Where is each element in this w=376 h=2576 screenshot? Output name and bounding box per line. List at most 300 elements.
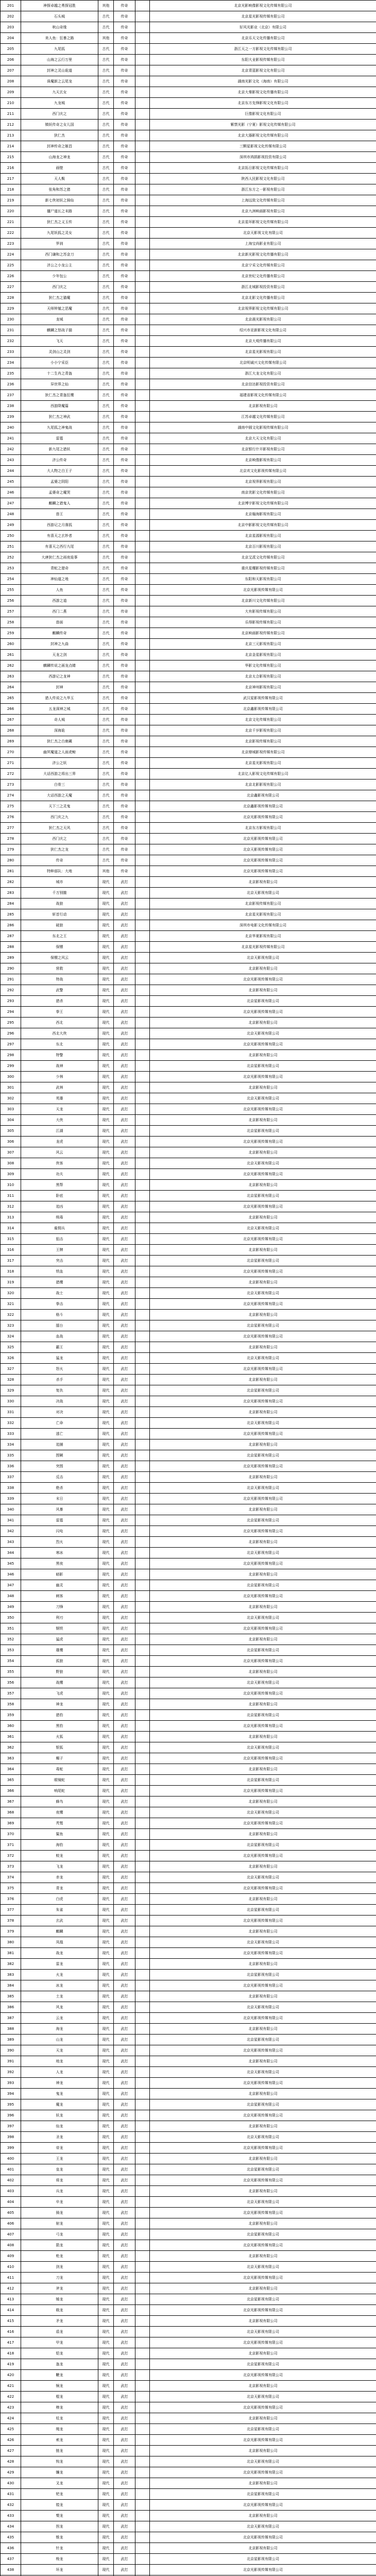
era-cell: 现代 <box>98 2175 114 2186</box>
row-index-cell: 357 <box>1 1688 21 1699</box>
table-row <box>1 2121 376 2132</box>
count-cell <box>135 2283 150 2294</box>
row-index-cell: 410 <box>1 2262 21 2273</box>
genre-cell: 武打 <box>114 1558 135 1569</box>
table-row <box>1 1937 376 1948</box>
row-index-cell: 301 <box>1 1082 21 1093</box>
era-cell: 古代 <box>98 574 114 585</box>
table-row <box>1 2413 376 2424</box>
genre-cell: 武打 <box>114 888 135 899</box>
title-cell: 秋山奇缘 <box>21 22 98 33</box>
row-index-cell: 333 <box>1 1429 21 1439</box>
genre-cell: 传奇 <box>114 531 135 541</box>
row-index-cell: 243 <box>1 455 21 466</box>
table-row <box>1 1699 376 1710</box>
company-cell: 大有影视传媒有限公司 <box>150 606 376 617</box>
genre-cell: 武打 <box>114 1991 135 2002</box>
row-index-cell: 232 <box>1 336 21 347</box>
genre-cell: 传奇 <box>114 834 135 844</box>
table-row <box>1 314 376 325</box>
row-index-cell: 386 <box>1 2002 21 2013</box>
genre-cell: 武打 <box>114 2316 135 2327</box>
count-cell <box>135 1526 150 1537</box>
era-cell: 古代 <box>98 336 114 347</box>
company-cell: 浙江东方之一影视有限公司 <box>150 184 376 195</box>
title-cell: 仙龙 <box>21 2121 98 2132</box>
genre-cell: 传奇 <box>114 606 135 617</box>
table-row <box>1 1147 376 1158</box>
genre-cell: 武打 <box>114 1883 135 1894</box>
count-cell <box>135 790 150 801</box>
table-row <box>1 844 376 855</box>
era-cell: 现代 <box>98 1991 114 2002</box>
company-cell: 北京天影视有限公司 <box>150 2132 376 2143</box>
era-cell: 现代 <box>98 2327 114 2337</box>
genre-cell: 传奇 <box>114 520 135 531</box>
count-cell <box>135 2164 150 2175</box>
row-index-cell: 350 <box>1 1613 21 1623</box>
company-cell: 北京影视有限公司 <box>150 2251 376 2262</box>
title-cell: 济公之妖 <box>21 758 98 769</box>
title-cell: 对决 <box>21 1407 98 1418</box>
era-cell: 古代 <box>98 98 114 109</box>
table-row <box>1 931 376 942</box>
company-cell: 北京星影视有限公司 <box>150 2164 376 2175</box>
table-row <box>1 1775 376 1786</box>
count-cell <box>135 725 150 736</box>
genre-cell: 武打 <box>114 2164 135 2175</box>
era-cell: 现代 <box>98 1093 114 1104</box>
title-cell: 矛龙 <box>21 2316 98 2327</box>
genre-cell: 武打 <box>114 1234 135 1245</box>
count-cell <box>135 1558 150 1569</box>
genre-cell: 武打 <box>114 2078 135 2089</box>
count-cell <box>135 974 150 985</box>
company-cell: 北京光影视传媒有限公司 <box>150 1039 376 1050</box>
row-index-cell: 369 <box>1 1818 21 1829</box>
title-cell: 武林 <box>21 1082 98 1093</box>
count-cell <box>135 1937 150 1948</box>
row-index-cell: 370 <box>1 1829 21 1840</box>
company-cell: 北京星影视有限公司 <box>150 1126 376 1137</box>
title-cell: 王龙 <box>21 2154 98 2164</box>
table-row <box>1 1537 376 1548</box>
genre-cell: 传奇 <box>114 11 135 22</box>
era-cell: 现代 <box>98 1418 114 1429</box>
company-cell: 北京光影视传媒有限公司 <box>150 1201 376 1212</box>
table-row <box>1 2456 376 2467</box>
count-cell <box>135 660 150 671</box>
title-cell: 九天玄女 <box>21 87 98 98</box>
title-cell: 毒蛇 <box>21 1764 98 1775</box>
genre-cell: 武打 <box>114 1548 135 1558</box>
title-cell: 黑豹 <box>21 1721 98 1732</box>
genre-cell: 传奇 <box>114 401 135 412</box>
title-cell: 铁血 <box>21 1266 98 1277</box>
title-cell: 雷霆 <box>21 433 98 444</box>
genre-cell: 武打 <box>114 1126 135 1137</box>
era-cell: 古代 <box>98 628 114 639</box>
genre-cell: 武打 <box>114 1504 135 1515</box>
title-cell: 山龙 <box>21 2035 98 2045</box>
table-row <box>1 2099 376 2110</box>
count-cell <box>135 477 150 487</box>
genre-cell: 传奇 <box>114 98 135 109</box>
genre-cell: 武打 <box>114 2511 135 2521</box>
count-cell <box>135 1580 150 1591</box>
count-cell <box>135 942 150 953</box>
count-cell <box>135 1872 150 1883</box>
title-cell: 末日 <box>21 1494 98 1504</box>
genre-cell: 武打 <box>114 1450 135 1461</box>
title-cell: 风龙 <box>21 2002 98 2013</box>
table-row <box>1 1916 376 1926</box>
title-cell: 眼镜蛇 <box>21 1775 98 1786</box>
row-index-cell: 383 <box>1 1970 21 1980</box>
count-cell <box>135 1861 150 1872</box>
row-index-cell: 341 <box>1 1515 21 1526</box>
genre-cell: 传奇 <box>114 725 135 736</box>
row-index-cell: 332 <box>1 1418 21 1429</box>
genre-cell: 武打 <box>114 1288 135 1299</box>
genre-cell: 武打 <box>114 1764 135 1775</box>
era-cell: 其他 <box>98 33 114 44</box>
era-cell: 现代 <box>98 1504 114 1515</box>
count-cell <box>135 2045 150 2056</box>
table-row <box>1 1515 376 1526</box>
era-cell: 现代 <box>98 1807 114 1818</box>
company-cell: 北京光影视传媒有限公司 <box>150 2435 376 2446</box>
row-index-cell: 281 <box>1 866 21 877</box>
genre-cell: 武打 <box>114 1937 135 1948</box>
count-cell <box>135 1353 150 1364</box>
table-row <box>1 2337 376 2348</box>
era-cell: 现代 <box>98 1342 114 1353</box>
title-cell: 绳龙 <box>21 2424 98 2435</box>
company-cell: 北京艾派文化传媒有限公司 <box>150 552 376 563</box>
company-cell: 北京影视有限公司 <box>150 1732 376 1742</box>
era-cell: 古代 <box>98 130 114 141</box>
era-cell: 现代 <box>98 2456 114 2467</box>
count-cell <box>135 401 150 412</box>
title-cell: 兵龙 <box>21 2186 98 2197</box>
row-index-cell: 299 <box>1 1061 21 1072</box>
era-cell: 现代 <box>98 1656 114 1667</box>
era-cell: 古代 <box>98 585 114 596</box>
title-cell: 圣龙 <box>21 2132 98 2143</box>
era-cell: 现代 <box>98 1310 114 1320</box>
company-cell: 北京光影视传媒有限公司 <box>150 1104 376 1115</box>
count-cell <box>135 585 150 596</box>
table-row <box>1 336 376 347</box>
row-index-cell: 234 <box>1 358 21 368</box>
table-row <box>1 2424 376 2435</box>
title-cell: 九龙城 <box>21 98 98 109</box>
title-cell: 飞天 <box>21 336 98 347</box>
count-cell <box>135 552 150 563</box>
count-cell <box>135 2067 150 2078</box>
company-cell: 湖南中圆文化影视传媒有限公司 <box>150 422 376 433</box>
table-row <box>1 1656 376 1667</box>
count-cell <box>135 1342 150 1353</box>
era-cell: 古代 <box>98 120 114 130</box>
genre-cell: 传奇 <box>114 65 135 76</box>
table-row <box>1 2024 376 2035</box>
table-row <box>1 2348 376 2359</box>
row-index-cell: 349 <box>1 1602 21 1613</box>
count-cell <box>135 1926 150 1937</box>
count-cell <box>135 2511 150 2521</box>
genre-cell: 武打 <box>114 1180 135 1191</box>
row-index-cell: 271 <box>1 758 21 769</box>
era-cell: 古代 <box>98 174 114 184</box>
count-cell <box>135 671 150 682</box>
company-cell: 北京光影视传媒有限公司 <box>150 1331 376 1342</box>
title-cell: 大话西游之天魔 <box>21 790 98 801</box>
era-cell: 古代 <box>98 487 114 498</box>
genre-cell: 武打 <box>114 1667 135 1677</box>
era-cell: 现代 <box>98 1537 114 1548</box>
row-index-cell: 229 <box>1 303 21 314</box>
era-cell: 古代 <box>98 65 114 76</box>
company-cell: 北京影视有限公司 <box>150 2154 376 2164</box>
table-row <box>1 1667 376 1677</box>
genre-cell: 武打 <box>114 2381 135 2392</box>
company-cell: 北京天影视传媒有限公司 <box>150 844 376 855</box>
table-row <box>1 2446 376 2456</box>
company-cell: 北京天影视文化有限公司 <box>150 228 376 239</box>
table-row <box>1 1580 376 1591</box>
count-cell <box>135 693 150 704</box>
table-row <box>1 1677 376 1688</box>
genre-cell: 武打 <box>114 2089 135 2099</box>
era-cell: 现代 <box>98 996 114 1007</box>
table-row <box>1 1 376 11</box>
company-cell: 浙江大龙文化有限公司 <box>150 368 376 379</box>
table-row <box>1 1483 376 1494</box>
era-cell: 现代 <box>98 2532 114 2543</box>
title-cell: 青龙 <box>21 1883 98 1894</box>
genre-cell: 武打 <box>114 2197 135 2208</box>
era-cell: 古代 <box>98 725 114 736</box>
count-cell <box>135 11 150 22</box>
era-cell: 古代 <box>98 823 114 834</box>
table-row <box>1 1959 376 1970</box>
row-index-cell: 418 <box>1 2348 21 2359</box>
era-cell: 现代 <box>98 1710 114 1721</box>
company-cell: 北京大天文化有限公司 <box>150 433 376 444</box>
table-row <box>1 1861 376 1872</box>
company-cell: 北京天影视有限公司 <box>150 953 376 963</box>
row-index-cell: 423 <box>1 2402 21 2413</box>
title-cell: 西门庆之 <box>21 834 98 844</box>
row-index-cell: 392 <box>1 2067 21 2078</box>
era-cell: 现代 <box>98 2229 114 2240</box>
genre-cell: 传奇 <box>114 87 135 98</box>
count-cell <box>135 228 150 239</box>
table-row <box>1 790 376 801</box>
genre-cell: 武打 <box>114 2035 135 2045</box>
table-row <box>1 2359 376 2370</box>
table-row <box>1 239 376 249</box>
era-cell: 古代 <box>98 22 114 33</box>
count-cell <box>135 1591 150 1602</box>
row-index-cell: 401 <box>1 2164 21 2175</box>
title-cell: 麒麟传奇 <box>21 628 98 639</box>
count-cell <box>135 22 150 33</box>
company-cell: 北京明诚兴文化传媒有限公司 <box>150 358 376 368</box>
era-cell: 现代 <box>98 2283 114 2294</box>
company-cell: 北京映像影视有限公司 <box>150 455 376 466</box>
era-cell: 现代 <box>98 920 114 931</box>
company-cell: 北京光影视传媒有限公司 <box>150 1851 376 1861</box>
genre-cell: 武打 <box>114 996 135 1007</box>
title-cell: 杖龙 <box>21 2413 98 2424</box>
row-index-cell: 326 <box>1 1353 21 1364</box>
count-cell <box>135 2251 150 2262</box>
company-cell: 北京光影视传媒有限公司 <box>150 1656 376 1667</box>
row-index-cell: 338 <box>1 1483 21 1494</box>
count-cell <box>135 1223 150 1234</box>
count-cell <box>135 2327 150 2337</box>
count-cell <box>135 379 150 390</box>
title-cell: 天龙 <box>21 2045 98 2056</box>
count-cell <box>135 444 150 455</box>
count-cell <box>135 1883 150 1894</box>
title-cell: 血战 <box>21 1331 98 1342</box>
table-row <box>1 877 376 888</box>
count-cell <box>135 1115 150 1126</box>
title-cell: 火龙 <box>21 1970 98 1980</box>
genre-cell: 传奇 <box>114 552 135 563</box>
company-cell: 北京天影视有限公司 <box>150 2456 376 2467</box>
genre-cell: 传奇 <box>114 455 135 466</box>
title-cell: 战狼 <box>21 899 98 909</box>
company-cell: 北京星影视有限公司 <box>150 1061 376 1072</box>
row-index-cell: 298 <box>1 1050 21 1061</box>
genre-cell: 武打 <box>114 2132 135 2143</box>
table-row <box>1 2478 376 2489</box>
table-row <box>1 1082 376 1093</box>
genre-cell: 传奇 <box>114 390 135 401</box>
row-index-cell: 438 <box>1 2565 21 2575</box>
genre-cell: 武打 <box>114 1775 135 1786</box>
row-index-cell: 252 <box>1 552 21 563</box>
title-cell: 少林 <box>21 1072 98 1082</box>
row-index-cell: 330 <box>1 1396 21 1407</box>
table-row <box>1 2045 376 2056</box>
genre-cell: 武打 <box>114 1223 135 1234</box>
era-cell: 古代 <box>98 704 114 715</box>
count-cell <box>135 271 150 282</box>
count-cell <box>135 682 150 693</box>
title-cell: 孟婆之阴阳 <box>21 477 98 487</box>
count-cell <box>135 390 150 401</box>
row-index-cell: 354 <box>1 1656 21 1667</box>
count-cell <box>135 2316 150 2327</box>
company-cell: 北京千岁影视有限公司 <box>150 725 376 736</box>
era-cell: 现代 <box>98 1050 114 1061</box>
count-cell <box>135 2359 150 2370</box>
table-row <box>1 1829 376 1840</box>
count-cell <box>135 2489 150 2500</box>
row-index-cell: 395 <box>1 2099 21 2110</box>
count-cell <box>135 1721 150 1732</box>
era-cell: 现代 <box>98 1223 114 1234</box>
row-index-cell: 366 <box>1 1786 21 1797</box>
era-cell: 古代 <box>98 747 114 758</box>
genre-cell: 传奇 <box>114 228 135 239</box>
genre-cell: 武打 <box>114 1310 135 1320</box>
title-cell: 雇佣兵 <box>21 1223 98 1234</box>
count-cell <box>135 2035 150 2045</box>
row-index-cell: 310 <box>1 1180 21 1191</box>
title-cell: 戟龙 <box>21 2305 98 2316</box>
row-index-cell: 283 <box>1 888 21 899</box>
era-cell: 现代 <box>98 2402 114 2413</box>
era-cell: 古代 <box>98 715 114 725</box>
company-cell: 湖南光影文化（海南）有限公司 <box>150 76 376 87</box>
era-cell: 古代 <box>98 314 114 325</box>
title-cell: 钢铁 <box>21 1623 98 1634</box>
count-cell <box>135 617 150 628</box>
count-cell <box>135 1894 150 1905</box>
count-cell <box>135 1375 150 1385</box>
row-index-cell: 322 <box>1 1310 21 1320</box>
row-index-cell: 230 <box>1 314 21 325</box>
company-cell: 北京天影视有限公司 <box>150 1872 376 1883</box>
genre-cell: 传奇 <box>114 217 135 228</box>
genre-cell: 传奇 <box>114 293 135 303</box>
row-index-cell: 373 <box>1 1861 21 1872</box>
table-row <box>1 1245 376 1256</box>
count-cell <box>135 1840 150 1851</box>
row-index-cell: 345 <box>1 1558 21 1569</box>
company-cell: 北京影视有限公司 <box>150 2478 376 2489</box>
row-index-cell: 237 <box>1 390 21 401</box>
row-index-cell: 303 <box>1 1104 21 1115</box>
row-index-cell: 262 <box>1 660 21 671</box>
row-index-cell: 259 <box>1 628 21 639</box>
era-cell: 现代 <box>98 2521 114 2532</box>
company-cell: 北京九洲映画影视有限公司 <box>150 206 376 217</box>
genre-cell: 武打 <box>114 2565 135 2575</box>
count-cell <box>135 1169 150 1180</box>
row-index-cell: 394 <box>1 2089 21 2099</box>
company-cell: 北京世纪文化传播有限公司 <box>150 271 376 282</box>
title-cell: 锏龙 <box>21 2381 98 2392</box>
row-index-cell: 342 <box>1 1526 21 1537</box>
era-cell: 现代 <box>98 1288 114 1299</box>
table-row <box>1 715 376 725</box>
table-row <box>1 812 376 823</box>
row-index-cell: 213 <box>1 130 21 141</box>
genre-cell: 传奇 <box>114 715 135 725</box>
company-cell: 北京天影视有限公司 <box>150 1937 376 1948</box>
era-cell: 古代 <box>98 76 114 87</box>
company-cell: 北京影视有限公司 <box>150 401 376 412</box>
era-cell: 古代 <box>98 303 114 314</box>
genre-cell: 武打 <box>114 1613 135 1623</box>
era-cell: 现代 <box>98 2035 114 2045</box>
title-cell: 逃亡 <box>21 1429 98 1439</box>
company-cell: 北京影视有限公司 <box>150 1277 376 1288</box>
company-cell: 北京星影视有限公司 <box>150 1385 376 1396</box>
table-row <box>1 174 376 184</box>
table-row <box>1 1299 376 1310</box>
count-cell <box>135 1007 150 1018</box>
title-cell: 格斗 <box>21 1310 98 1320</box>
